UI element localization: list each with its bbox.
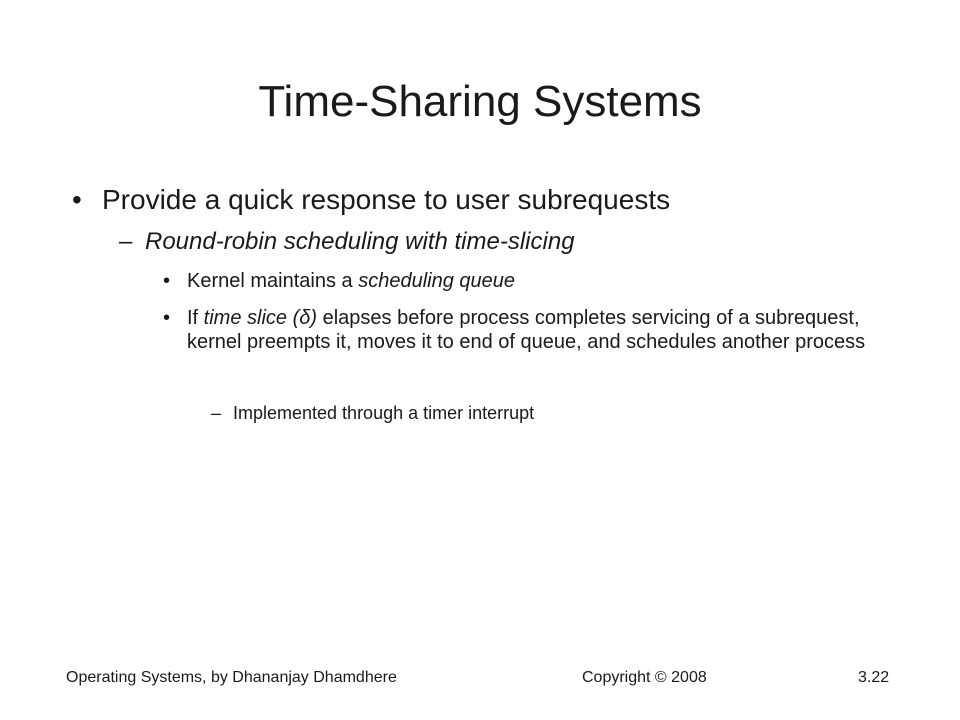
bullet-level3-scheduling-queue [163, 269, 907, 293]
dash-marker: – [119, 228, 133, 255]
text-run: Kernel maintains a [187, 270, 359, 292]
bullet-level1 [72, 182, 902, 218]
bullet-text [187, 306, 907, 354]
bullet-marker: • [72, 184, 82, 215]
bullet-level4 [211, 401, 893, 425]
dash-marker: – [211, 403, 222, 423]
bullet-text: Round-robin scheduling with time-slicing [145, 228, 575, 255]
text-run: If [187, 307, 204, 329]
slide-title: Time-Sharing Systems [258, 77, 702, 126]
footer-copyright: Copyright © 2008 [582, 669, 707, 686]
bullet-marker: • [163, 270, 171, 292]
bullet-text: Implemented through a timer interrupt [233, 403, 535, 423]
footer-author: Operating Systems, by Dhananjay Dhamdhere [66, 669, 397, 686]
bullet-level2 [119, 227, 905, 257]
emphasis-text: scheduling queue [358, 270, 515, 292]
text-run: elapses before process completes servicing of a subrequest, kernel preempts it, moves it to end of queue, and schedules another process [187, 307, 866, 353]
emphasis-text: time slice (δ) [203, 307, 318, 329]
bullet-text: Provide a quick response to user subrequests [102, 184, 671, 215]
bullet-level3-time-slice [163, 306, 907, 354]
footer-slide-number: 3.22 [858, 669, 890, 686]
bullet-marker: • [163, 307, 171, 329]
bullet-text [187, 269, 907, 293]
